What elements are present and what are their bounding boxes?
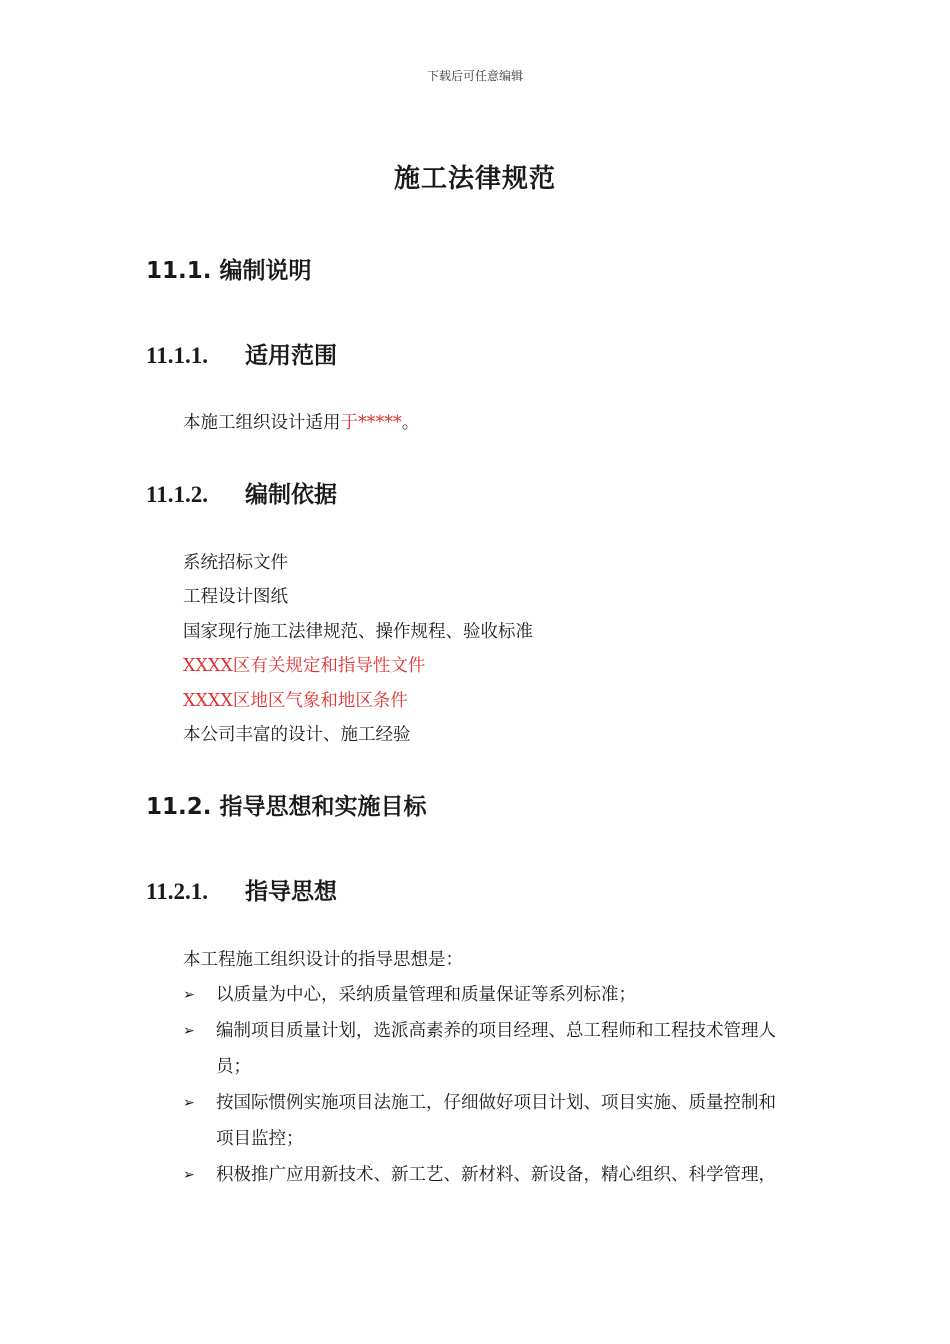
heading-number: 11.1. — [146, 258, 212, 284]
heading-text: 编制说明 — [219, 258, 312, 284]
heading-text: 编制依据 — [245, 482, 337, 508]
heading-text: 指导思想 — [245, 879, 337, 905]
scope-suffix: 。 — [401, 413, 420, 433]
basis-item: XXXX区有关规定和指导性文件 — [183, 656, 426, 676]
heading-number: 11.2.1. — [146, 879, 208, 904]
list-item — [183, 1085, 833, 1157]
list-item-text: 积极推广应用新技术、新工艺、新材料、新设备，精心组织、科学管理， — [216, 1165, 776, 1185]
basis-item: 国家现行施工法律规范、操作规程、验收标准 — [183, 622, 533, 642]
heading-text: 指导思想和实施目标 — [219, 794, 427, 820]
heading-11-1-2 — [146, 476, 337, 509]
heading-number: 11.1.1. — [146, 343, 208, 368]
page-header: 下载后可任意编辑 — [426, 69, 523, 83]
arrow-bullet-icon: ➢ — [183, 1095, 195, 1111]
heading-11-2 — [146, 788, 427, 821]
heading-number: 11.1.2. — [146, 482, 208, 507]
list-item-text: 以质量为中心，采纳质量管理和质量保证等系列标准； — [216, 985, 636, 1005]
document-title: 施工法律规范 — [393, 164, 556, 194]
basis-item: XXXX区地区气象和地区条件 — [183, 691, 408, 711]
list-item-text-continued: 员； — [216, 1057, 251, 1077]
list-item-text: 按国际惯例实施项目法施工，仔细做好项目计划、项目实施、质量控制和 — [216, 1093, 776, 1113]
basis-item: 本公司丰富的设计、施工经验 — [183, 725, 411, 745]
basis-item: 系统招标文件 — [183, 553, 288, 573]
list-item — [183, 1157, 833, 1193]
list-item-text: 编制项目质量计划，选派高素养的项目经理、总工程师和工程技术管理人 — [216, 1021, 776, 1041]
scope-prefix: 本施工组织设计适用 — [183, 413, 341, 433]
arrow-bullet-icon: ➢ — [183, 987, 195, 1003]
heading-11-1 — [146, 252, 312, 285]
scope-highlight: 于***** — [340, 413, 402, 433]
basis-item: 工程设计图纸 — [183, 587, 288, 607]
heading-number: 11.2. — [146, 794, 212, 820]
arrow-bullet-icon: ➢ — [183, 1167, 195, 1183]
scope-paragraph — [183, 406, 419, 440]
guide-intro: 本工程施工组织设计的指导思想是： — [183, 950, 463, 970]
list-item-text-continued: 项目监控； — [216, 1129, 304, 1149]
heading-11-2-1 — [146, 873, 337, 906]
list-item — [183, 1013, 833, 1085]
list-item — [183, 977, 833, 1013]
heading-text: 适用范围 — [245, 343, 337, 369]
arrow-bullet-icon: ➢ — [183, 1023, 195, 1039]
heading-11-1-1 — [146, 337, 337, 370]
